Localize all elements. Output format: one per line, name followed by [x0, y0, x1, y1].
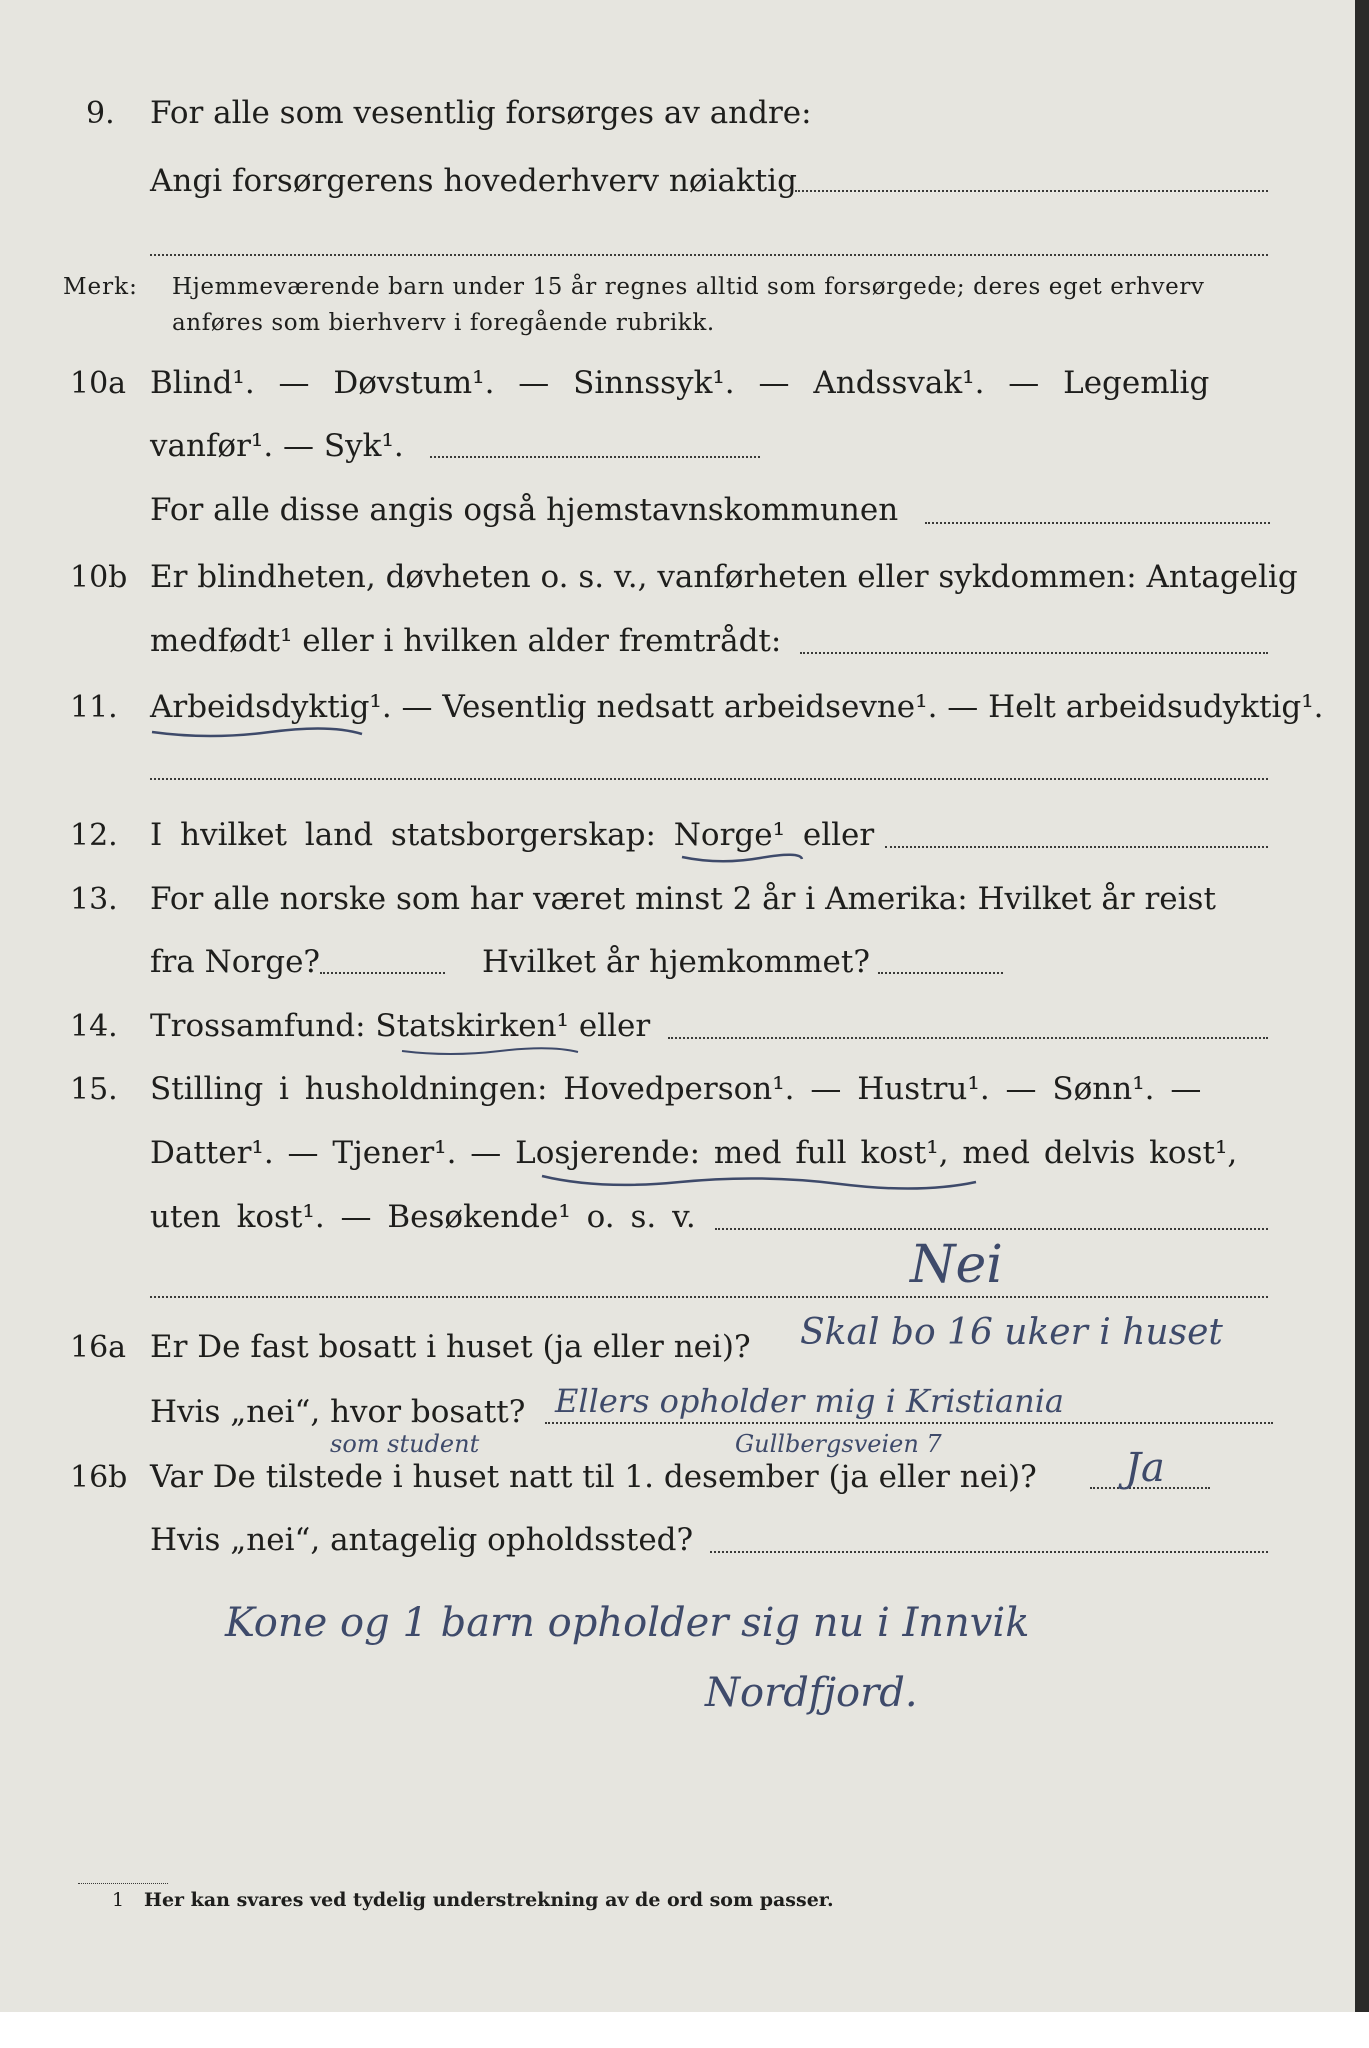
footnote-rule: [78, 1883, 168, 1884]
q10a-text-line1: Blind¹. — Døvstum¹. — Sinnssyk¹. — Andssvak¹. — Legemlig: [150, 365, 1210, 401]
q16b-opholdssted-line: [710, 1551, 1268, 1553]
q16b-text-line2: Hvis „nei“, antagelig opholdssted?: [150, 1522, 694, 1558]
q15-underline-mark: [540, 1172, 980, 1192]
q9-answer-line: [795, 190, 1268, 192]
q11-answer-line: [150, 778, 1268, 780]
merk-line1: Hjemmeværende barn under 15 år regnes alltid som forsørgede; deres eget erhverv: [172, 274, 1205, 300]
q13-text-line2a: fra Norge?: [150, 944, 321, 980]
q15-answer-line: [715, 1228, 1268, 1230]
q10b-number: 10b: [70, 560, 128, 595]
q16a-text-line2: Hvis „nei“, hvor bosatt?: [150, 1394, 526, 1430]
footnote-mark: 1: [112, 1889, 125, 1911]
q15-number: 15.: [70, 1072, 118, 1107]
q14-number: 14.: [70, 1009, 118, 1044]
q14-underline-mark: [400, 1046, 580, 1058]
q10a-hjemstavn-line: [925, 522, 1270, 524]
q9-number: 9.: [86, 96, 115, 131]
q13-number: 13.: [70, 882, 118, 917]
q16a-handwritten-bosatt: Ellers opholder mig i Kristiania: [555, 1382, 1064, 1420]
q9-text-line1: For alle som vesentlig forsørges av andre:: [150, 95, 812, 131]
q16a-bosatt-line: [545, 1422, 1273, 1424]
q12-number: 12.: [70, 818, 118, 853]
handwritten-note-line2: Nordfjord.: [705, 1670, 918, 1716]
q15-answer-line-2: [150, 1296, 1268, 1298]
q16a-handwritten-student: som student: [330, 1430, 480, 1458]
q12-underline-mark: [680, 852, 805, 866]
q15-text-line3: uten kost¹. — Besøkende¹ o. s. v.: [150, 1199, 696, 1235]
q10b-text-line2: medfødt¹ eller i hvilken alder fremtrådt:: [150, 623, 782, 659]
q12-text: I hvilket land statsborgerskap: Norge¹ eller: [150, 817, 875, 853]
q9-text-line2: Angi forsørgerens hovederhverv nøiaktig: [150, 163, 797, 199]
q16a-handwritten-answer: Skal bo 16 uker i huset: [800, 1312, 1223, 1353]
q11-text: Arbeidsdyktig¹. — Vesentlig nedsatt arbeidsevne¹. — Helt arbeidsudyktig¹.: [150, 689, 1324, 725]
q16a-text-line1: Er De fast bosatt i huset (ja eller nei)?: [150, 1329, 751, 1365]
q16a-handwritten-address: Gullbergsveien 7: [735, 1430, 942, 1458]
q10b-answer-line: [800, 652, 1268, 654]
q15-handwritten-answer: Nei: [910, 1235, 1003, 1295]
q13-text-line1: For alle norske som har været minst 2 år i Amerika: Hvilket år reist: [150, 881, 1216, 917]
q10a-answer-line: [430, 456, 760, 458]
merk-line2: anføres som bierhverv i foregående rubrikk.: [172, 310, 715, 336]
q11-number: 11.: [70, 690, 118, 725]
q11-underline-mark: [150, 726, 365, 740]
q13-reist-line: [320, 972, 445, 974]
footnote-text: Her kan svares ved tydelig understrekning av de ord som passer.: [144, 1889, 834, 1911]
q12-answer-line: [885, 846, 1268, 848]
q13-text-line2b: Hvilket år hjemkommet?: [482, 944, 870, 980]
q10a-text-line3: For alle disse angis også hjemstavnskommunen: [150, 492, 899, 528]
q16b-text-line1: Var De tilstede i huset natt til 1. desember (ja eller nei)?: [150, 1459, 1037, 1495]
q14-answer-line: [668, 1037, 1268, 1039]
q10b-text-line1: Er blindheten, døvheten o. s. v., vanførheten eller sykdommen: Antagelig: [150, 559, 1298, 595]
merk-label: Merk:: [63, 274, 138, 300]
scan-edge-bottom: [0, 2012, 1369, 2048]
q16a-number: 16a: [70, 1330, 127, 1365]
q10a-text-line2: vanfør¹. — Syk¹.: [150, 428, 404, 464]
q14-text: Trossamfund: Statskirken¹ eller: [150, 1008, 651, 1044]
q10a-number: 10a: [70, 366, 127, 401]
handwritten-note-line1: Kone og 1 barn opholder sig nu i Innvik: [225, 1600, 1030, 1646]
q16b-number: 16b: [70, 1460, 128, 1495]
q9-answer-line-2: [150, 254, 1268, 256]
q16b-handwritten-answer: Ja: [1125, 1445, 1165, 1491]
q13-hjemkommet-line: [878, 972, 1003, 974]
scan-edge-right: [1355, 0, 1369, 2048]
q15-text-line1: Stilling i husholdningen: Hovedperson¹. — Hustru¹. — Sønn¹. —: [150, 1071, 1202, 1107]
q15-text-line2: Datter¹. — Tjener¹. — Losjerende: med full kost¹, med delvis kost¹,: [150, 1135, 1238, 1171]
